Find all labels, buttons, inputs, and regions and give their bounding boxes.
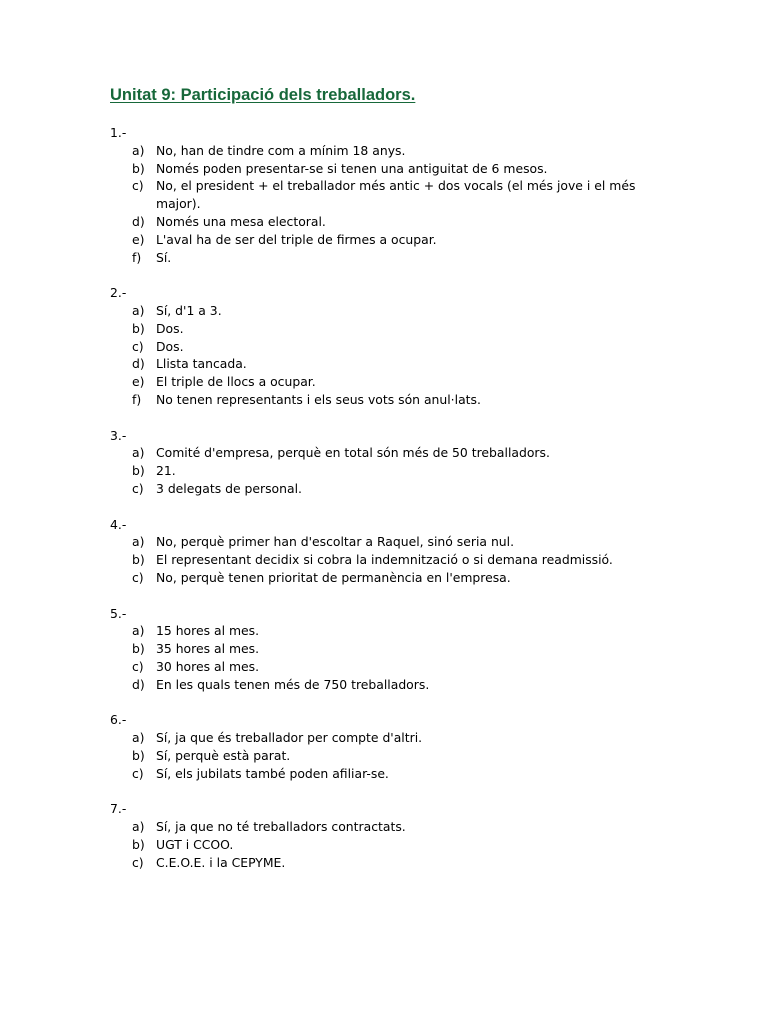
answer-list bbox=[110, 818, 650, 871]
answer-letter: c) bbox=[132, 338, 144, 354]
answer-item bbox=[110, 462, 650, 480]
answer-item bbox=[110, 676, 650, 694]
answer-item bbox=[110, 747, 650, 765]
answer-item bbox=[110, 373, 650, 391]
answer-text: C.E.O.E. i la CEPYME. bbox=[156, 854, 286, 870]
answer-text: Llista tancada. bbox=[156, 356, 247, 372]
answer-text: No, han de tindre com a mínim 18 anys. bbox=[156, 142, 406, 158]
answer-letter: c) bbox=[132, 569, 144, 585]
answer-text: 35 hores al mes. bbox=[156, 641, 260, 657]
answer-letter: a) bbox=[132, 534, 145, 550]
answer-text: Només poden presentar-se si tenen una antiguitat de 6 mesos. bbox=[156, 160, 548, 176]
question-block bbox=[110, 605, 650, 694]
answer-list bbox=[110, 622, 650, 693]
answer-item bbox=[110, 658, 650, 676]
answer-item bbox=[110, 569, 650, 587]
answer-item bbox=[110, 818, 650, 836]
question-number: 4.- bbox=[110, 516, 127, 532]
answer-item bbox=[110, 729, 650, 747]
answer-text: Dos. bbox=[156, 320, 184, 336]
answer-letter: c) bbox=[132, 178, 144, 194]
answer-letter: b) bbox=[132, 747, 145, 763]
question-block bbox=[110, 711, 650, 782]
answer-text: 21. bbox=[156, 463, 176, 479]
answer-text: Sí, ja que no té treballadors contractats. bbox=[156, 819, 406, 835]
answer-item bbox=[110, 836, 650, 854]
answer-text: L'aval ha de ser del triple de firmes a ocupar. bbox=[156, 231, 437, 247]
answer-item bbox=[110, 338, 650, 356]
answer-list bbox=[110, 533, 650, 586]
answer-item bbox=[110, 249, 650, 267]
question-number: 1.- bbox=[110, 125, 127, 140]
question-list bbox=[110, 124, 650, 889]
answer-letter: c) bbox=[132, 765, 144, 781]
answer-text: 3 delegats de personal. bbox=[156, 480, 302, 496]
answer-item bbox=[110, 391, 650, 409]
answer-text: No, el president + el treballador més antic + dos vocals (el més jove i el més major). bbox=[156, 178, 636, 212]
answer-item bbox=[110, 480, 650, 498]
question-number: 7.- bbox=[110, 801, 127, 817]
answer-text: El representant decidix si cobra la indemnització o si demana readmissió. bbox=[156, 552, 613, 568]
answer-text: No, perquè primer han d'escoltar a Raquel, sinó seria nul. bbox=[156, 534, 515, 550]
page-title: Unitat 9: Participació dels treballadors. bbox=[110, 86, 416, 104]
answer-text: Comité d'empresa, perquè en total són més de 50 treballadors. bbox=[156, 445, 550, 461]
answer-letter: c) bbox=[132, 854, 144, 870]
answer-item bbox=[110, 302, 650, 320]
answer-letter: c) bbox=[132, 480, 144, 496]
question-block bbox=[110, 427, 650, 498]
answer-item bbox=[110, 320, 650, 338]
answer-item bbox=[110, 622, 650, 640]
answer-letter: c) bbox=[132, 658, 144, 674]
answer-item bbox=[110, 231, 650, 249]
answer-text: No, perquè tenen prioritat de permanència en l'empresa. bbox=[156, 569, 511, 585]
answer-text: Sí. bbox=[156, 249, 172, 265]
answer-item bbox=[110, 355, 650, 373]
answer-list bbox=[110, 729, 650, 782]
answer-letter: b) bbox=[132, 836, 145, 852]
question-number: 5.- bbox=[110, 605, 127, 621]
answer-letter: b) bbox=[132, 463, 145, 479]
answer-item bbox=[110, 160, 650, 178]
answer-letter: b) bbox=[132, 160, 145, 176]
answer-text: Sí, perquè està parat. bbox=[156, 747, 291, 763]
question-number: 3.- bbox=[110, 427, 127, 443]
answer-text: En les quals tenen més de 750 treballadors. bbox=[156, 676, 430, 692]
answer-list bbox=[110, 302, 650, 409]
answer-text: Sí, els jubilats també poden afiliar-se. bbox=[156, 765, 389, 781]
answer-text: Sí, d'1 a 3. bbox=[156, 302, 222, 318]
answer-item bbox=[110, 551, 650, 569]
answer-letter: f) bbox=[132, 249, 142, 265]
answer-text: 30 hores al mes. bbox=[156, 658, 260, 674]
question-block bbox=[110, 284, 650, 409]
answer-list bbox=[110, 444, 650, 497]
answer-text: El triple de llocs a ocupar. bbox=[156, 374, 316, 390]
answer-text: Sí, ja que és treballador per compte d'altri. bbox=[156, 730, 423, 746]
answer-item bbox=[110, 640, 650, 658]
answer-item bbox=[110, 142, 650, 160]
question-block bbox=[110, 800, 650, 871]
answer-item bbox=[110, 444, 650, 462]
answer-text: Només una mesa electoral. bbox=[156, 213, 326, 229]
answer-item bbox=[110, 177, 650, 213]
answer-letter: b) bbox=[132, 641, 145, 657]
answer-text: 15 hores al mes. bbox=[156, 623, 260, 639]
answer-letter: f) bbox=[132, 391, 142, 407]
answer-item bbox=[110, 765, 650, 783]
answer-letter: e) bbox=[132, 231, 145, 247]
answer-letter: d) bbox=[132, 676, 145, 692]
answer-letter: a) bbox=[132, 142, 145, 158]
answer-letter: b) bbox=[132, 552, 145, 568]
question-block bbox=[110, 124, 650, 266]
answer-text: Dos. bbox=[156, 338, 184, 354]
answer-letter: a) bbox=[132, 623, 145, 639]
answer-letter: a) bbox=[132, 445, 145, 461]
answer-letter: a) bbox=[132, 819, 145, 835]
answer-letter: d) bbox=[132, 213, 145, 229]
answer-text: UGT i CCOO. bbox=[156, 836, 234, 852]
answer-list bbox=[110, 142, 650, 267]
answer-letter: d) bbox=[132, 356, 145, 372]
answer-item bbox=[110, 533, 650, 551]
answer-text: No tenen representants i els seus vots són anul·lats. bbox=[156, 391, 481, 407]
question-number: 2.- bbox=[110, 285, 127, 301]
answer-item bbox=[110, 213, 650, 231]
question-number: 6.- bbox=[110, 712, 127, 728]
answer-letter: a) bbox=[132, 730, 145, 746]
answer-letter: b) bbox=[132, 320, 145, 336]
question-block bbox=[110, 516, 650, 587]
answer-letter: a) bbox=[132, 302, 145, 318]
answer-item bbox=[110, 854, 650, 872]
answer-letter: e) bbox=[132, 374, 145, 390]
